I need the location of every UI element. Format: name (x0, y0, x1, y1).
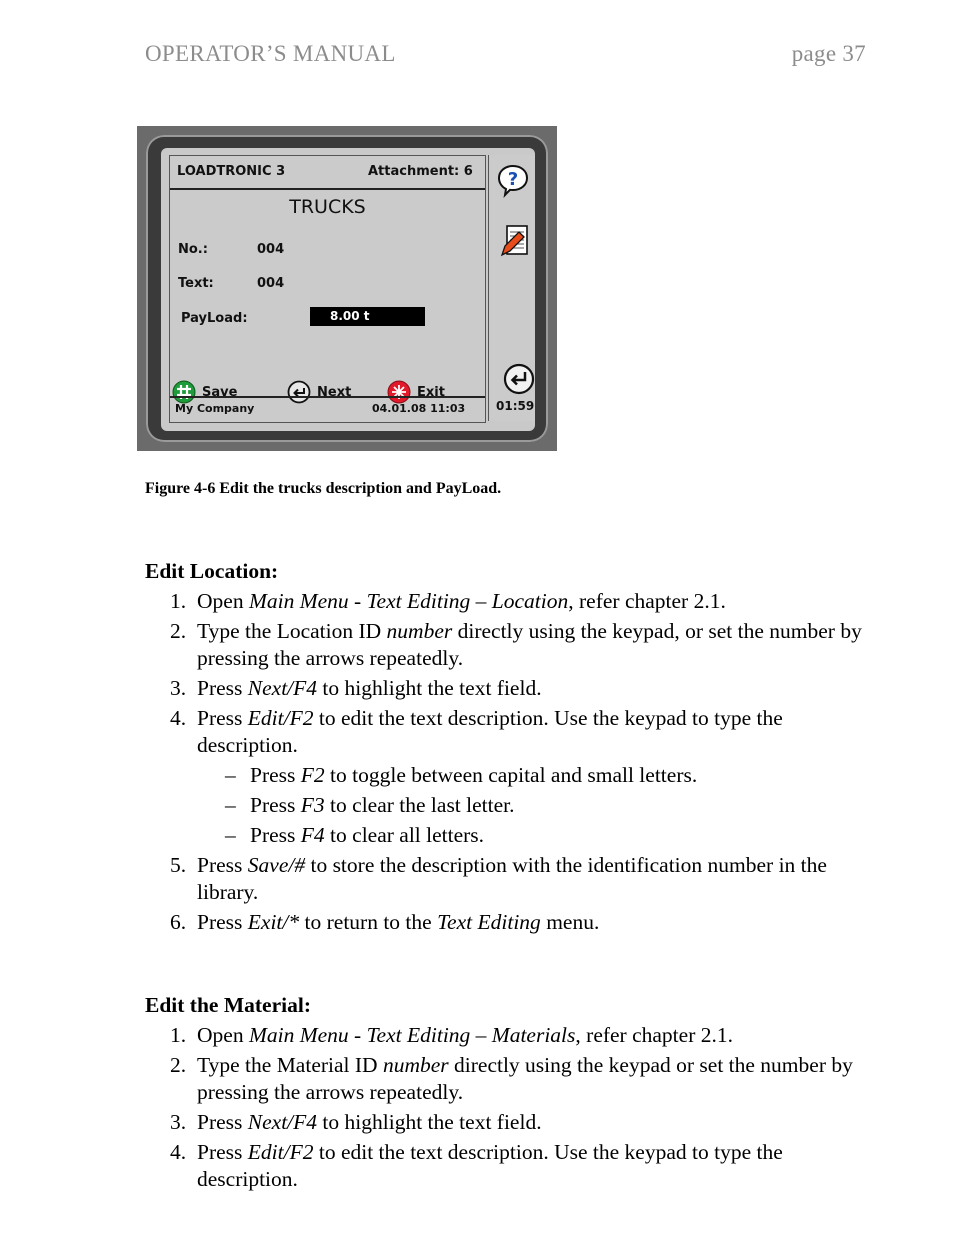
step-text: Press (250, 763, 301, 787)
company-name: My Company (175, 402, 255, 415)
step-item (145, 909, 885, 936)
screen-titlebar (170, 156, 485, 190)
step-text: to edit the text description. Use the keypad to type the description. (197, 706, 783, 757)
next-label: Next (317, 384, 352, 400)
step-text: directly using the keypad, or set the number by pressing the arrows repeatedly. (197, 619, 862, 670)
enter-return-icon[interactable] (503, 363, 535, 395)
step-text: to store the description with the identification number in the library. (197, 853, 827, 904)
step-text: Press (197, 910, 248, 934)
emphasis-text: Main Menu - Text Editing – Materials (248, 1023, 576, 1047)
step-text: Press (197, 1140, 248, 1164)
sub-step-bullet: – (225, 823, 236, 847)
side-pane (488, 155, 535, 421)
svg-text:?: ? (507, 169, 519, 190)
step-text: to clear the last letter. (324, 793, 515, 817)
emphasis-text: Text Editing (437, 910, 541, 934)
save-label: Save (202, 384, 238, 400)
no-label: No.: (178, 242, 208, 257)
text-label: Text: (178, 276, 214, 291)
emphasis-text: F3 (300, 793, 325, 817)
emphasis-text: Edit/F2 (247, 1140, 314, 1164)
step-item (145, 852, 885, 906)
step-number: 4. (170, 1140, 187, 1164)
step-number: 3. (170, 676, 187, 700)
step-text: to toggle between capital and small letters. (324, 763, 698, 787)
device-screenshot (137, 126, 557, 451)
sub-step-item (145, 822, 885, 849)
step-item (145, 675, 885, 702)
step-item (145, 1139, 885, 1193)
step-text: Type the Location ID (197, 619, 387, 643)
page-number: page 37 (791, 41, 866, 66)
sub-step-text (224, 822, 484, 849)
main-pane (169, 155, 486, 423)
step-text: Press (197, 1110, 248, 1134)
step-number: 6. (170, 910, 187, 934)
step-item (145, 1022, 885, 1049)
sub-step-text (224, 762, 697, 789)
device-screen (161, 148, 535, 431)
step-text: to edit the text description. Use the keypad to type the description. (197, 1140, 783, 1191)
section-edit-location (145, 558, 885, 939)
step-number: 2. (170, 619, 187, 643)
step-text: to clear all letters. (324, 823, 485, 847)
step-text: Press (197, 853, 248, 877)
section-heading: Edit Location: (145, 559, 279, 583)
section-edit-material (145, 992, 885, 1196)
step-number: 1. (170, 589, 187, 613)
step-text: Open (197, 1023, 249, 1047)
emphasis-text: number (386, 619, 453, 643)
step-item (145, 1052, 885, 1106)
emphasis-text: Next/F4 (247, 1110, 318, 1134)
text-value[interactable]: 004 (257, 276, 285, 291)
step-text: Press (197, 706, 248, 730)
sub-step-item (145, 792, 885, 819)
step-item (145, 618, 885, 672)
date-time: 04.01.08 11:03 (372, 402, 466, 415)
emphasis-text: F2 (300, 763, 325, 787)
running-header-title: OPERATOR’S MANUAL (145, 41, 396, 66)
step-text: , refer chapter 2.1. (568, 589, 726, 613)
emphasis-text: Save/# (247, 853, 306, 877)
figure-caption: Figure 4-6 Edit the trucks description and PayLoad. (145, 480, 502, 497)
sub-step-text (224, 792, 515, 819)
step-item (145, 588, 885, 615)
step-text: Press (250, 823, 301, 847)
edit-notepad-icon[interactable] (499, 223, 531, 259)
step-number: 2. (170, 1053, 187, 1077)
step-text: to return to the (299, 910, 438, 934)
sub-step-bullet: – (225, 793, 236, 817)
status-footer (170, 396, 485, 422)
payload-label: PayLoad: (181, 311, 248, 326)
emphasis-text: Edit/F2 (247, 706, 314, 730)
emphasis-text: Exit/* (247, 910, 300, 934)
app-name: LOADTRONIC 3 (177, 164, 286, 179)
sub-step-bullet: – (225, 763, 236, 787)
step-text: Press (250, 793, 301, 817)
step-text: Open (197, 589, 249, 613)
step-text: , refer chapter 2.1. (575, 1023, 733, 1047)
emphasis-text: Main Menu - Text Editing – Location (248, 589, 569, 613)
device-bezel (146, 135, 548, 442)
step-text: to highlight the text field. (317, 1110, 542, 1134)
no-value[interactable]: 004 (257, 242, 285, 257)
section-heading: Edit the Material: (145, 993, 311, 1017)
steps-list (145, 1022, 885, 1193)
help-icon[interactable] (495, 163, 531, 199)
step-number: 5. (170, 853, 187, 877)
sub-step-item (145, 762, 885, 789)
attachment-label: Attachment: 6 (368, 164, 473, 179)
step-text: Type the Material ID (197, 1053, 383, 1077)
steps-list (145, 588, 885, 936)
emphasis-text: number (382, 1053, 449, 1077)
step-item (145, 705, 885, 759)
emphasis-text: F4 (300, 823, 325, 847)
step-number: 1. (170, 1023, 187, 1047)
step-text: menu. (540, 910, 600, 934)
step-item (145, 1109, 885, 1136)
emphasis-text: Next/F4 (247, 676, 318, 700)
step-number: 3. (170, 1110, 187, 1134)
timer: 01:59 (496, 399, 535, 413)
step-text: to highlight the text field. (317, 676, 542, 700)
exit-label: Exit (417, 384, 445, 400)
step-text: Press (197, 676, 248, 700)
payload-field[interactable]: 8.00 t (310, 307, 425, 326)
screen-title: TRUCKS (289, 196, 366, 218)
step-number: 4. (170, 706, 187, 730)
step-text: directly using the keypad or set the number by pressing the arrows repeatedly. (197, 1053, 853, 1104)
